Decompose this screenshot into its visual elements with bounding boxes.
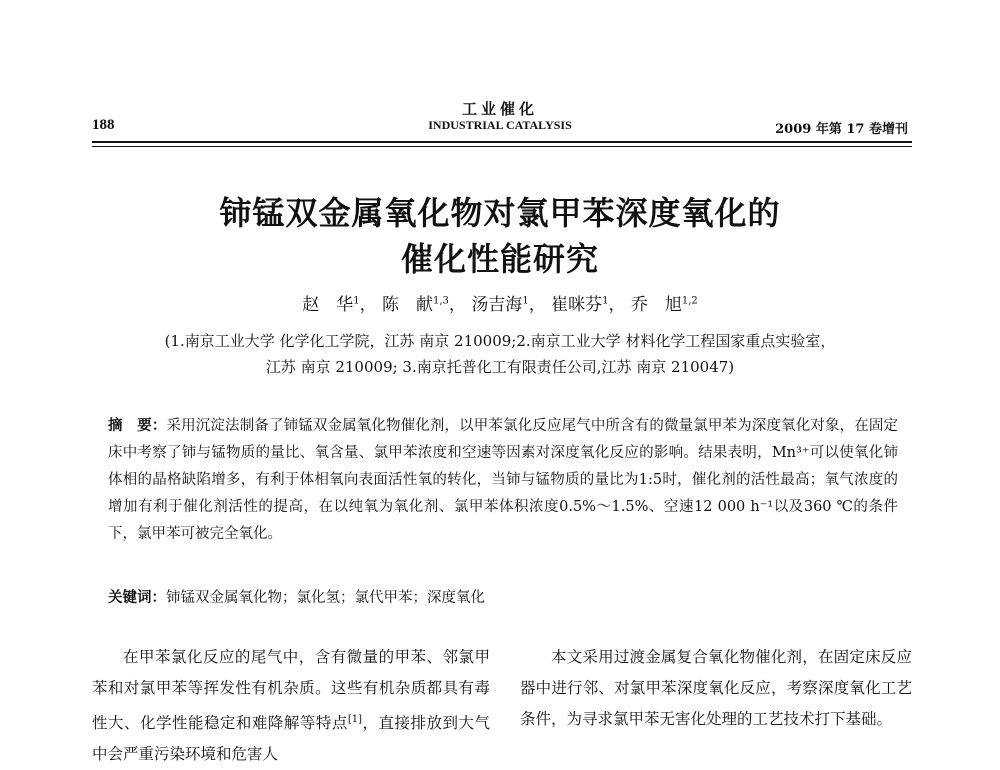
paper-title-line1: 铈锰双金属氧化物对氯甲苯深度氧化的 [219, 194, 781, 232]
body-paragraph [92, 642, 490, 770]
author-name: 汤吉海 [471, 295, 523, 315]
author-affil: 1 [602, 295, 609, 307]
author-affil: 1,3 [433, 295, 449, 307]
author-name: 陈 献 [382, 295, 433, 315]
volume-info: 2009 年第 17 卷增刊 [775, 122, 908, 137]
author-list: 赵 华$^1$， 陈 献$^{1,3}$， 汤吉海$^1$， 崔咪芬$^1$， 乔 旭$^{1,2}$ [302, 295, 698, 315]
paper-title-line2: 催化性能研究 [400, 240, 599, 278]
abstract [108, 413, 898, 548]
citation: [1] [347, 714, 363, 725]
header-rule-thin [92, 146, 912, 147]
header-rule-thick [92, 141, 912, 143]
author-affil: 1,2 [681, 295, 698, 307]
author-name: 赵 华 [302, 295, 354, 315]
abstract-label: 摘 要： [108, 418, 167, 434]
abstract-text: 采用沉淀法制备了铈锰双金属氧化物催化剂，以甲苯氯化反应尾气中所含有的微量氯甲苯为深度氧化对象，在固定床中考察了铈与锰物质的量比、氧含量、氯甲苯浓度和空速等因素对深度氧化反应的影响。结果表明，Mn³⁺可以使氧化铈体相的晶格缺陷增多，有利于体相氧向表面活性氧的转化，当铈与锰物质的量比为1:5时，催化剂的活性最高；氧气浓度的增加有利于催化剂活性的提高，在以纯氧为氧化剂、氯甲苯体积浓度0.5%～1.5%、空速12 000 h⁻¹以及360 ℃的条件下，氯甲苯可被完全氧化。 [108, 418, 898, 542]
page-number: 188 [92, 117, 115, 133]
author-name: 乔 旭 [630, 295, 682, 315]
keywords [108, 586, 898, 607]
author-name: 崔咪芬 [551, 295, 603, 315]
body-column-left [92, 642, 490, 770]
affiliation-line1: (1.南京工业大学 化学化工学院，江苏 南京 210009;2.南京工业大学 材料化学工程国家重点实验室， [164, 332, 836, 350]
affiliation-line2: 江苏 南京 210009; 3.南京托普化工有限责任公司,江苏 南京 210047) [265, 358, 735, 376]
keywords-text: 铈锰双金属氧化物；氯化氢；氯代甲苯；深度氧化 [166, 590, 485, 606]
author-affil: 1 [522, 295, 529, 307]
journal-name-cn: 工业催化 [461, 100, 538, 118]
author-affil: 1 [353, 295, 360, 307]
body-text: 在甲苯氯化反应的尾气中，含有微量的甲苯、邻氯甲苯和对氯甲苯等挥发性有机杂质。这些有机杂质都具有毒性大、化学性能稳定和难降解等特点 [92, 648, 490, 733]
body-paragraph: 本文采用过渡金属复合氧化物催化剂，在固定床反应器中进行邻、对氯甲苯深度氧化反应，考察深度氧化工艺条件，为寻求氯甲苯无害化处理的工艺技术打下基础。 [520, 648, 912, 728]
journal-name-en: INDUSTRIAL CATALYSIS [428, 118, 572, 132]
keywords-label: 关键词： [108, 590, 166, 606]
body-text: ，直接排放到大气中会严重污染环境和危害人 [92, 714, 490, 764]
body-column-right [520, 642, 912, 735]
